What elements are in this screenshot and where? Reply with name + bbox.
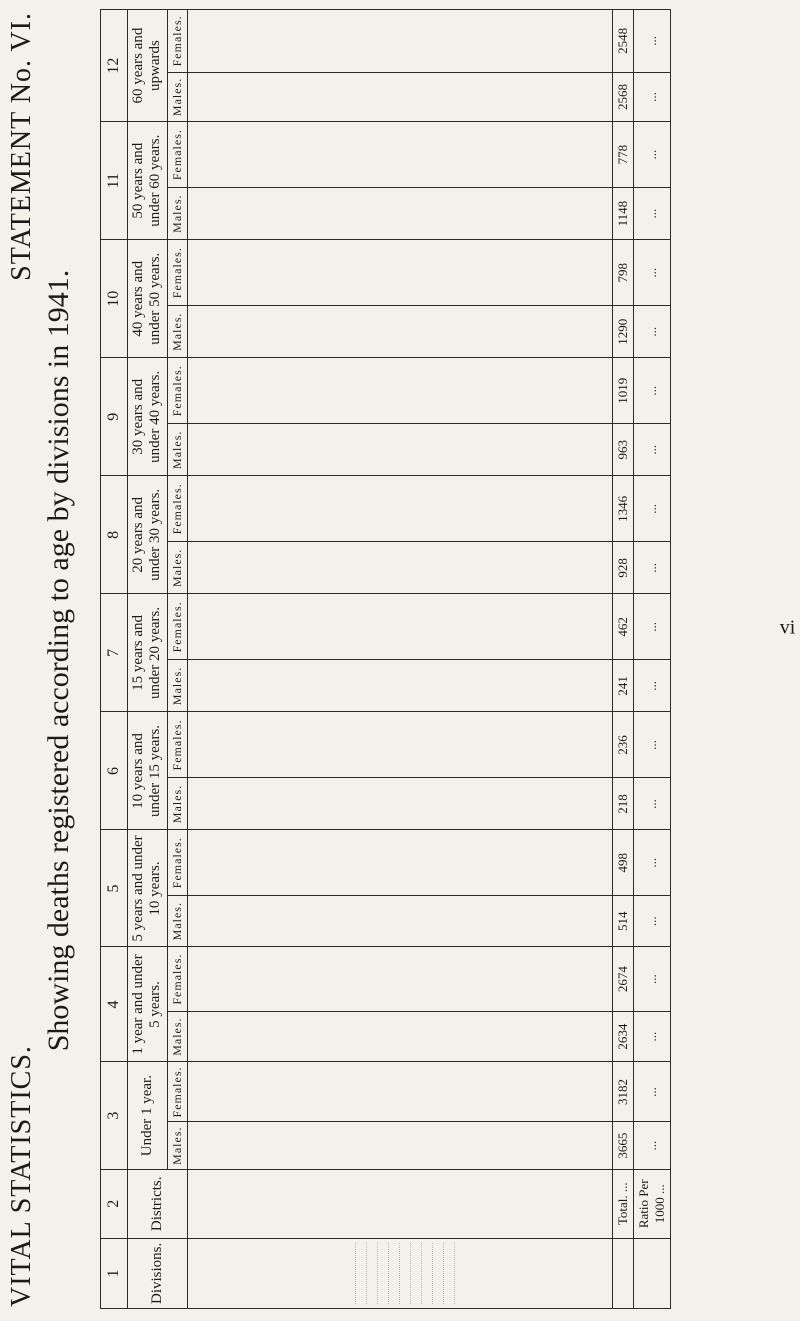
data-cell: [187, 778, 612, 830]
total-value: 3182: [612, 1062, 633, 1122]
ratio-value: ...: [633, 947, 670, 1011]
page-title: Showing deaths registered according to age by divisions in 1941.: [42, 269, 75, 1052]
ratio-value: ...: [633, 1011, 670, 1062]
col-num-9: 9: [101, 358, 128, 476]
divisions-header: Divisions.: [128, 1238, 188, 1308]
total-value: 2634: [612, 1011, 633, 1062]
total-value: 1148: [612, 188, 633, 240]
data-cell: [187, 830, 612, 895]
age-group-60-up: 60 years and upwards: [128, 10, 168, 122]
age-group-under-1: Under 1 year.: [128, 1062, 168, 1169]
females-header: Females.: [167, 1062, 187, 1122]
ratio-value: ...: [633, 542, 670, 594]
total-value: 778: [612, 122, 633, 188]
data-cell: [187, 10, 612, 73]
district-body-row: [187, 10, 612, 1309]
deaths-by-age-table: [100, 9, 671, 1309]
females-header: Females.: [167, 947, 187, 1011]
ratio-value: ...: [633, 240, 670, 306]
districts-header: Districts.: [128, 1169, 188, 1238]
males-header: Males.: [167, 188, 187, 240]
females-header: Females.: [167, 358, 187, 424]
division-numbers: [187, 1238, 612, 1308]
col-num-10: 10: [101, 240, 128, 358]
age-group-5-10: 5 years and under 10 years.: [128, 830, 168, 947]
ratio-value: ...: [633, 660, 670, 712]
total-value: 498: [612, 830, 633, 895]
total-label: Total. ...: [612, 1169, 633, 1238]
females-header: Females.: [167, 240, 187, 306]
data-cell: [187, 358, 612, 424]
district-names: [187, 1169, 612, 1238]
total-value: 218: [612, 778, 633, 830]
total-value: 2674: [612, 947, 633, 1011]
col-num-1: 1: [101, 1238, 128, 1308]
ratio-value: ...: [633, 712, 670, 778]
data-cell: [187, 660, 612, 712]
males-header: Males.: [167, 895, 187, 947]
data-cell: [187, 947, 612, 1011]
data-cell: [187, 895, 612, 947]
total-value: 1346: [612, 476, 633, 542]
total-value: 241: [612, 660, 633, 712]
data-cell: [187, 594, 612, 660]
age-group-1-5: 1 year and under 5 years.: [128, 947, 168, 1062]
females-header: Females.: [167, 594, 187, 660]
col-num-12: 12: [101, 10, 128, 122]
ratio-value: ...: [633, 778, 670, 830]
col-num-8: 8: [101, 476, 128, 594]
ratio-value: ...: [633, 306, 670, 358]
ratio-value: ...: [633, 476, 670, 542]
data-cell: [187, 306, 612, 358]
females-header: Females.: [167, 10, 187, 73]
males-header: Males.: [167, 424, 187, 476]
data-cell: [187, 542, 612, 594]
data-cell: [187, 72, 612, 121]
ratio-value: ...: [633, 188, 670, 240]
page-number: vi: [779, 616, 796, 639]
total-value: 928: [612, 542, 633, 594]
column-number-row: [101, 10, 128, 1309]
ratio-row: [633, 10, 670, 1309]
total-row: [612, 10, 633, 1309]
males-header: Males.: [167, 1011, 187, 1062]
age-group-10-15: 10 years and under 15 years.: [128, 712, 168, 830]
data-cell: [187, 1122, 612, 1169]
total-value: 462: [612, 594, 633, 660]
ratio-label: Ratio Per 1000 ...: [633, 1169, 670, 1238]
sex-header-row: [167, 10, 187, 1309]
col-num-4: 4: [101, 947, 128, 1062]
data-cell: [187, 122, 612, 188]
col-num-2: 2: [101, 1169, 128, 1238]
ratio-value: ...: [633, 72, 670, 121]
ratio-value: ...: [633, 1062, 670, 1122]
age-group-15-20: 15 years and under 20 years.: [128, 594, 168, 712]
col-num-11: 11: [101, 122, 128, 240]
males-header: Males.: [167, 1122, 187, 1169]
ratio-value: ...: [633, 424, 670, 476]
females-header: Females.: [167, 122, 187, 188]
data-cell: [187, 712, 612, 778]
col-num-6: 6: [101, 712, 128, 830]
males-header: Males.: [167, 778, 187, 830]
ratio-value: ...: [633, 594, 670, 660]
data-cell: [187, 188, 612, 240]
total-value: 1290: [612, 306, 633, 358]
col-num-7: 7: [101, 594, 128, 712]
ratio-blank: [633, 1238, 670, 1308]
total-value: 3665: [612, 1122, 633, 1169]
total-blank: [612, 1238, 633, 1308]
total-value: 798: [612, 240, 633, 306]
total-value: 963: [612, 424, 633, 476]
age-group-50-60: 50 years and under 60 years.: [128, 122, 168, 240]
running-head-left: VITAL STATISTICS.: [6, 1045, 37, 1307]
females-header: Females.: [167, 830, 187, 895]
age-group-30-40: 30 years and under 40 years.: [128, 358, 168, 476]
data-cell: [187, 424, 612, 476]
total-value: 2548: [612, 10, 633, 73]
age-group-20-30: 20 years and under 30 years.: [128, 476, 168, 594]
total-value: 2568: [612, 72, 633, 121]
females-header: Females.: [167, 476, 187, 542]
males-header: Males.: [167, 660, 187, 712]
col-num-5: 5: [101, 830, 128, 947]
group-header-row: [128, 10, 168, 1309]
data-cell: [187, 1011, 612, 1062]
males-header: Males.: [167, 306, 187, 358]
ratio-value: ...: [633, 122, 670, 188]
females-header: Females.: [167, 712, 187, 778]
males-header: Males.: [167, 72, 187, 121]
total-value: 514: [612, 895, 633, 947]
ratio-value: ...: [633, 895, 670, 947]
col-num-3: 3: [101, 1062, 128, 1169]
ratio-value: ...: [633, 1122, 670, 1169]
data-cell: [187, 476, 612, 542]
data-cell: [187, 1062, 612, 1122]
ratio-value: ...: [633, 830, 670, 895]
total-value: 1019: [612, 358, 633, 424]
males-header: Males.: [167, 542, 187, 594]
age-group-40-50: 40 years and under 50 years.: [128, 240, 168, 358]
ratio-value: ...: [633, 10, 670, 73]
statement-number: STATEMENT No. VI.: [6, 12, 37, 281]
data-cell: [187, 240, 612, 306]
ratio-value: ...: [633, 358, 670, 424]
total-value: 236: [612, 712, 633, 778]
